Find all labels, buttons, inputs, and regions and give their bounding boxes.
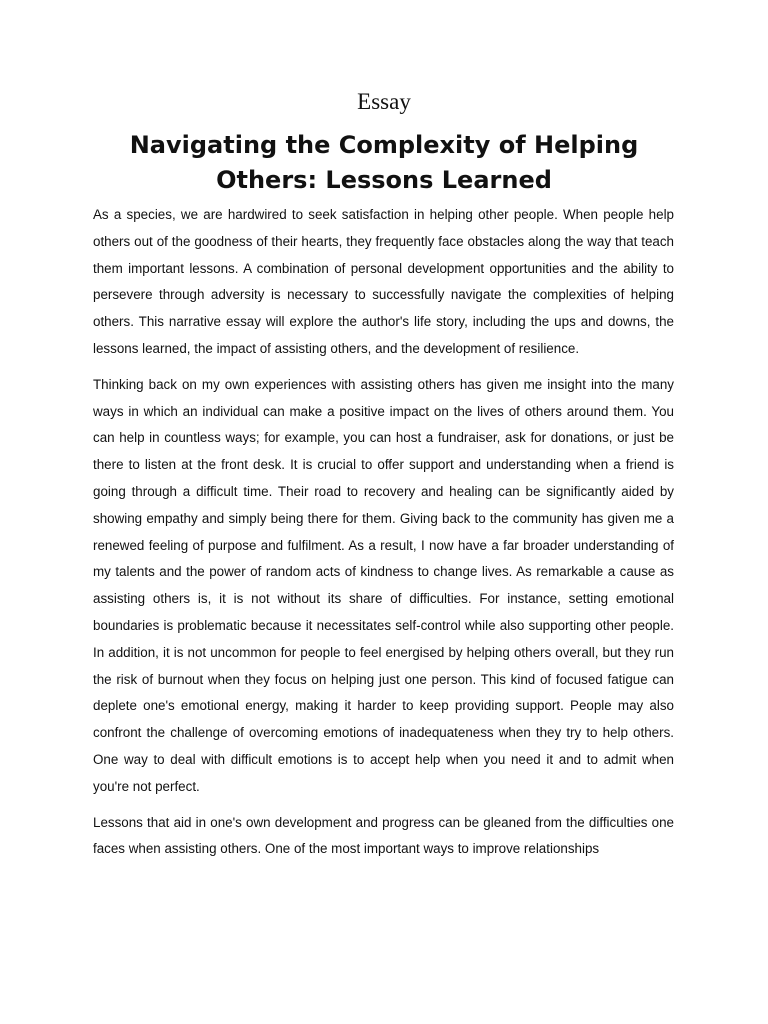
- document-label: Essay: [357, 89, 411, 114]
- document-title: Navigating the Complexity of Helping Others: Lessons Learned: [129, 131, 639, 194]
- paragraph: Lessons that aid in one's own development and progress can be gleaned from the difficulties one faces when assisting others. One of the most important ways to improve relationships: [93, 814, 674, 857]
- paragraph: Thinking back on my own experiences with assisting others has given me insight into the many ways in which an individual can make a positive impact on the lives of others around them. You can help in countless ways; for example, you can host a fundraiser, ask for donations, or just be there to listen at the front desk. It is crucial to offer support and understanding when a friend is going through a difficult time. Their road to recovery and healing can be significantly aided by showing empathy and simply being there for them. Giving back to the community has given me a renewed feeling of purpose and fulfilment. As a result, I now have a far broader understanding of my talents and the power of random acts of kindness to change lives. As remarkable a cause as assisting others is, it is not without its share of difficulties. For instance, setting emotional boundaries is problematic because it necessitates self-control while also supporting other people. In addition, it is not uncommon for people to feel energised by helping others overall, but they run the risk of burnout when they focus on helping just one person. This kind of focused fatigue can deplete one's emotional energy, making it harder to keep providing support. People may also confront the challenge of overcoming emotions of inadequateness when they try to help others. One way to deal with difficult emotions is to accept help when you need it and to admit when you're not perfect.: [93, 376, 674, 794]
- paragraph: As a species, we are hardwired to seek satisfaction in helping other people. When people help others out of the goodness of their hearts, they frequently face obstacles along the way that teach them important lessons. A combination of personal development opportunities and the ability to persevere through adversity is necessary to successfully navigate the complexities of helping others. This narrative essay will explore the author's life story, including the ups and downs, the lessons learned, the impact of assisting others, and the development of resilience.: [93, 207, 674, 356]
- document-body: [93, 202, 674, 872]
